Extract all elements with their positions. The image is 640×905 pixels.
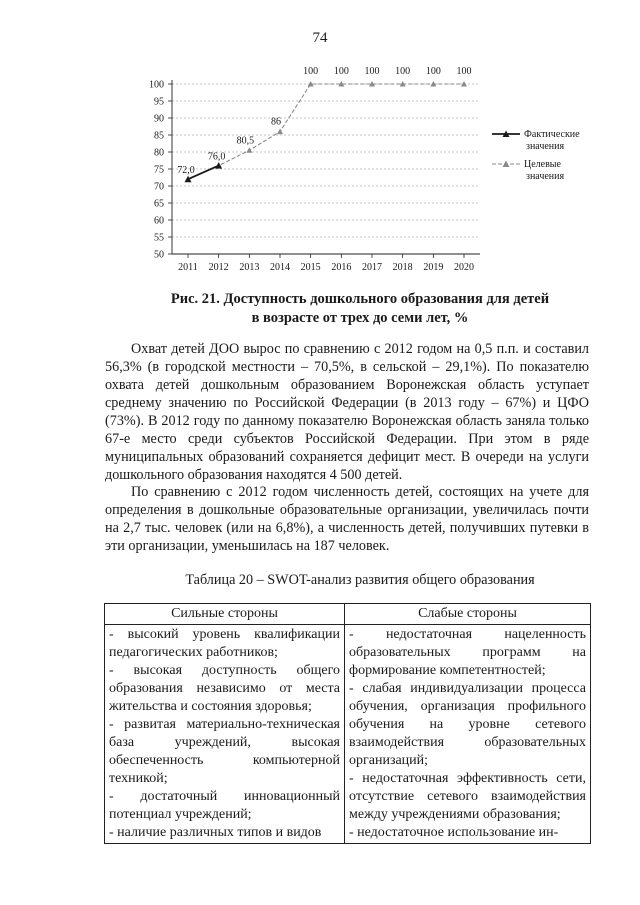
weakness-item: - слабая индивидуализации процесса обучения, организация профильного обучения на уровне сетевого взаимодействия образовательных организаций; bbox=[349, 681, 586, 768]
y-tick-label: 90 bbox=[154, 113, 164, 125]
y-tick-label: 60 bbox=[154, 215, 164, 227]
data-label: 76,0 bbox=[207, 151, 226, 163]
paragraph-2: По сравнению с 2012 годом численность детей, состоящих на учете для определения в дошкольные образовательные организации, увеличилась почти на 2,7 тыс. человек (или на 6,8%), а численность детей, получивших путевки в эти организации, уменьшилась на 187 человек. bbox=[105, 484, 589, 554]
data-labels bbox=[177, 66, 471, 176]
strength-item: - достаточный инновационный потенциал учреждений; bbox=[109, 789, 340, 822]
strengths-cell bbox=[105, 625, 345, 844]
legend-target-marker bbox=[503, 161, 510, 168]
data-label: 72,0 bbox=[177, 165, 195, 177]
y-tick-labels bbox=[149, 80, 164, 261]
y-tick-label: 55 bbox=[154, 232, 164, 244]
y-tick-label: 100 bbox=[149, 79, 164, 91]
legend-actual-label: Фактические bbox=[524, 129, 580, 140]
table-row bbox=[105, 625, 591, 844]
actual-point bbox=[215, 162, 222, 169]
x-tick-label: 2014 bbox=[270, 262, 290, 273]
y-tick-label: 80 bbox=[154, 147, 164, 159]
data-label: 100 bbox=[333, 66, 349, 77]
y-tick-label: 65 bbox=[154, 198, 164, 210]
x-tick-label: 2011 bbox=[178, 262, 198, 273]
x-tick-label: 2020 bbox=[454, 262, 474, 273]
data-label: 100 bbox=[303, 66, 319, 77]
x-tick-label: 2016 bbox=[331, 262, 352, 273]
target-point bbox=[246, 147, 252, 153]
strength-item: - высокая доступность общего образования независимо от места жительства и состояния здоровья; bbox=[109, 663, 340, 714]
header-weaknesses: Слабые стороны bbox=[345, 604, 591, 625]
y-tick-label: 85 bbox=[154, 130, 164, 142]
paragraph-1: Охват детей ДОО вырос по сравнению с 2012 годом на 0,5 п.п. и составил 56,3% (в городской местности – 70,5%, в сельской – 29,1%). По показателю охвата детей дошкольным образованием Воронежская область уступает среднему значению по Российской Федерации (в 2013 году – 67%) и ЦФО (73%). В 2012 году по данному показателю Воронежская область заняла только 67-е место среди субъектов Российской Федерации. При этом в ряде муниципальных образований сохраняется дефицит мест. В очереди на услуги дошкольного образования находятся 4 500 детей. bbox=[105, 341, 589, 483]
strength-item: - развитая материально-техническая база учреждений, высокая обеспеченность компьютерной техникой; bbox=[109, 717, 340, 786]
y-tick-label: 50 bbox=[154, 249, 164, 261]
data-label: 100 bbox=[395, 66, 411, 77]
y-tick-label: 70 bbox=[154, 181, 164, 193]
caption-line-2: в возрасте от трех до семи лет, % bbox=[251, 310, 469, 326]
table-header-row bbox=[105, 604, 591, 625]
line-chart bbox=[130, 60, 600, 280]
x-tick-labels bbox=[178, 262, 474, 273]
legend-target-label-2: значения bbox=[526, 171, 565, 182]
legend-target-label: Целевые bbox=[524, 159, 561, 170]
header-strengths: Сильные стороны bbox=[105, 604, 345, 625]
x-tick-label: 2018 bbox=[392, 262, 413, 273]
data-label: 100 bbox=[456, 66, 472, 77]
page-number: 74 bbox=[312, 30, 328, 46]
data-label: 80,5 bbox=[236, 135, 255, 147]
y-tick-label: 95 bbox=[154, 96, 164, 108]
chart-series bbox=[185, 81, 468, 182]
data-label: 100 bbox=[364, 66, 380, 77]
strength-item: - высокий уровень квалификации педагогических работников; bbox=[109, 627, 340, 660]
strength-item: - наличие различных типов и видов bbox=[109, 825, 322, 840]
x-tick-label: 2019 bbox=[423, 262, 444, 273]
data-label: 86 bbox=[271, 116, 281, 128]
weaknesses-cell bbox=[345, 625, 591, 844]
target-point bbox=[277, 129, 283, 135]
weakness-item: - недостаточная эффективность сети, отсутствие сетевого взаимодействия между учреждениями образования; bbox=[349, 771, 586, 822]
target-values-line bbox=[188, 84, 464, 179]
weakness-item: - недостаточное использование ин- bbox=[349, 825, 559, 840]
caption-line-1: Рис. 21. Доступность дошкольного образования для детей bbox=[170, 291, 550, 307]
chart-gridlines bbox=[172, 84, 480, 254]
x-tick-label: 2017 bbox=[362, 262, 382, 273]
legend-actual-label-2: значения bbox=[526, 141, 565, 152]
swot-table bbox=[104, 603, 591, 844]
figure-caption bbox=[100, 290, 620, 328]
x-tick-label: 2012 bbox=[208, 262, 229, 273]
weakness-item: - недостаточная нацеленность образовательных программ на формирование компетентностей; bbox=[349, 627, 586, 678]
x-tick-label: 2013 bbox=[239, 262, 260, 273]
table-title: Таблица 20 – SWOT-анализ развития общего образования bbox=[185, 572, 535, 588]
chart-legend bbox=[492, 129, 580, 182]
x-tick-label: 2015 bbox=[300, 262, 321, 273]
data-label: 100 bbox=[425, 66, 441, 77]
y-tick-label: 75 bbox=[154, 164, 164, 176]
